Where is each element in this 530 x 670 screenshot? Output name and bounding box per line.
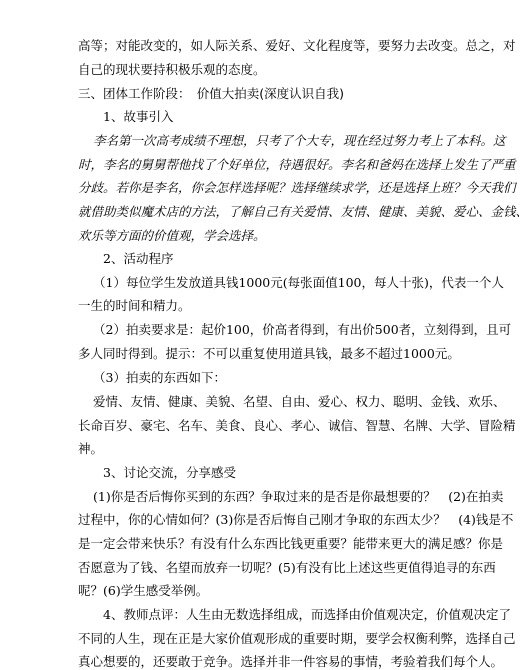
subsection-heading: 3、讨论交流，分享感受 <box>103 465 236 480</box>
story-line: 就借助类似魔术店的方法，了解自己有关爱情、友情、健康、美貌、爱心、金钱、 <box>78 204 529 219</box>
paragraph-line: 否愿意为了钱、名望而放弃一切呢？(5)有没有比上述这些更值得追寻的东西 <box>78 560 496 575</box>
paragraph-line: 高等；对能改变的，如人际关系、爱好、文化程度等，要努力去改变。总之，对 <box>78 38 516 53</box>
paragraph-line: 呢？(6)学生感受举例。 <box>78 583 209 598</box>
paragraph-line: 不同的人生，现在正是大家价值观形成的重要时期，要学会权衡利弊，选择自己 <box>78 631 516 646</box>
paragraph-line: (1)你是否后悔你买到的东西？争取过来的是否是你最想要的？ (2)在拍卖 <box>93 489 504 504</box>
auction-items-line: 长命百岁、豪宅、名车、美食、良心、孝心、诚信、智慧、名牌、大学、冒险精 <box>78 418 516 433</box>
paragraph-line: （2）拍卖要求是：起价100，价高者得到，有出价500者，立刻得到，且可 <box>93 322 512 337</box>
paragraph-line: 是一定会带来快乐？有没有什么东西比钱更重要？能带来更大的满足感？你是 <box>78 536 504 551</box>
paragraph-line: 多人同时得到。提示：不可以重复使用道具钱，最多不超过1000元。 <box>78 346 460 361</box>
auction-items-line: 爱情、友情、健康、美貌、名望、自由、爱心、权力、聪明、金钱、欢乐、 <box>93 394 506 409</box>
story-line: 欢乐等方面的价值观，学会选择。 <box>78 228 266 243</box>
subsection-heading: 1、故事引入 <box>103 109 174 124</box>
auction-items-line: 神。 <box>78 441 104 456</box>
paragraph-line: 一生的时间和精力。 <box>78 298 191 313</box>
paragraph-line: （3）拍卖的东西如下： <box>93 370 226 385</box>
paragraph-line: 过程中，你的心情如何？(3)你是否后悔自己刚才争取的东西太少？ (4)钱是不 <box>78 512 514 527</box>
subsection-heading: 2、活动程序 <box>103 251 174 266</box>
paragraph-line: （1）每位学生发放道具钱1000元(每张面值100，每人十张)，代表一个人 <box>93 275 504 290</box>
paragraph-line: 4、教师点评：人生由无数选择组成，而选择由价值观决定，价值观决定了 <box>103 607 511 622</box>
story-line: 分歧。若你是李名，你会怎样选择呢？选择继续求学，还是选择上班？今天我们 <box>78 180 516 195</box>
paragraph-line: 真心想要的，还要敢于竞争。选择并非一件容易的事情，考验着我们每个人。 <box>78 654 504 669</box>
paragraph-line: 自己的现状要持积极乐观的态度。 <box>78 62 266 77</box>
story-line: 李名第一次高考成绩不理想，只考了个大专，现在经过努力考上了本科。这 <box>93 133 506 148</box>
section-heading: 三、团体工作阶段： 价值大拍卖(深度认识自我) <box>78 86 345 101</box>
story-line: 时，李名的舅舅帮他找了个好单位，待遇很好。李名和爸妈在选择上发生了严重 <box>78 157 516 172</box>
